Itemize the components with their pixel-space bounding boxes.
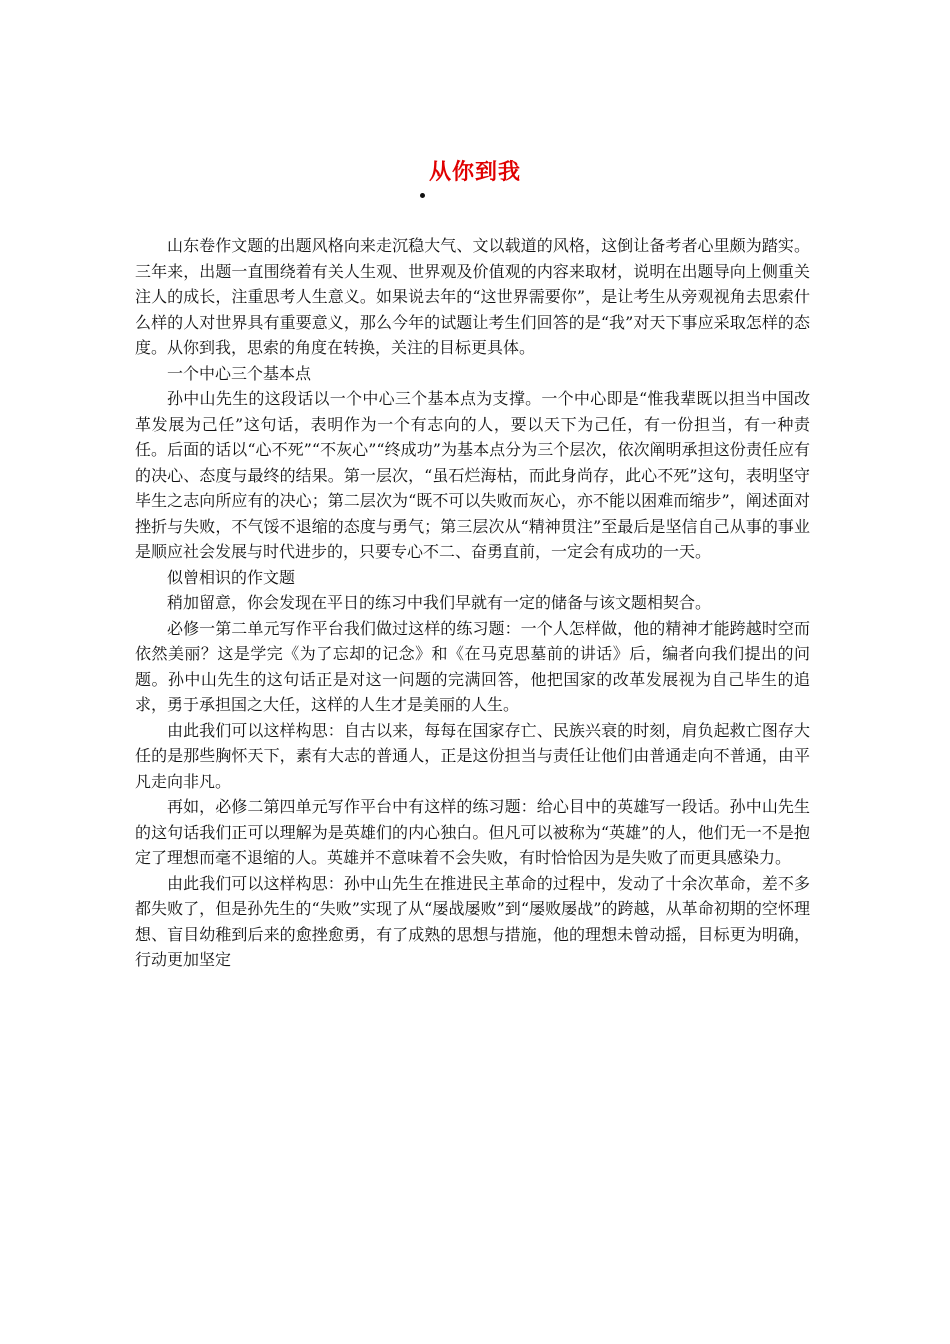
document-title: 从你到我 — [428, 159, 521, 185]
paragraph-example-two: 再如，必修二第四单元写作平台中有这样的练习题：给心目中的英雄写一段话。孙中山先生的这句话我们正可以理解为是英雄们的内心独白。但凡可以被称为“英雄”的人，他们无一不是抱定了理想而毫不退缩的人。英雄并不意味着不会失败，有时恰恰因为是失败了而更具感染力。 — [135, 797, 810, 867]
paragraph-notice: 稍加留意，你会发现在平日的练习中我们早就有一定的储备与该文题相契合。 — [167, 593, 712, 612]
paragraph-idea-two: 由此我们可以这样构思：孙中山先生在推进民主革命的过程中，发动了十余次革命，差不多都失败了，但是孙先生的“失败”实现了从“屡战屡败”到“屡败屡战”的跨越，从革命初期的空怀理想、盲目幼稚到后来的愈挫愈勇，有了成熟的思想与措施，他的理想未曾动摇，目标更为明确，行动更加坚定 — [135, 873, 810, 969]
paragraph-idea-one: 由此我们可以这样构思：自古以来，每每在国家存亡、民族兴衰的时刻，肩负起救亡图存大任的是那些胸怀天下，素有大志的普通人，正是这份担当与责任让他们由普通走向不普通，由平凡走向非凡。 — [135, 720, 810, 791]
paragraph-example-one: 必修一第二单元写作平台我们做过这样的练习题：一个人怎样做，他的精神才能跨越时空而依然美丽？这是学完《为了忘却的记念》和《在马克思墓前的讲话》后，编者向我们提出的问题。孙中山先生的这句话正是对这一问题的完满回答，他把国家的改革发展视为自己毕生的追求，勇于承担国之大任，这样的人生才是美丽的人生。 — [135, 618, 810, 714]
paragraph-analysis: 孙中山先生的这段话以一个中心三个基本点为支撑。一个中心即是“惟我辈既以担当中国改革发展为己任”这句话，表明作为一个有志向的人，要以天下为己任，有一份担当，有一种责任。后面的话以“心不死”“不灰心”“终成功”为基本点分为三个层次，依次阐明承担这份责任应有的决心、态度与最终的结果。第一层次，“虽石烂海枯，而此身尚存，此心不死”这句，表明坚守毕生之志向所应有的决心；第二层次为“既不可以失败而灰心，亦不能以困难而缩步”，阐述面对挫折与失败，不气馁不退缩的态度与勇气；第三层次从“精神贯注”至最后是坚信自己从事的事业是顺应社会发展与时代进步的，只要专心不二、奋勇直前，一定会有成功的一天。 — [135, 389, 810, 561]
bullet-dot — [420, 193, 425, 198]
paragraph-intro: 山东卷作文题的出题风格向来走沉稳大气、文以载道的风格，这倒让备考者心里颇为踏实。三年来，出题一直围绕着有关人生观、世界观及价值观的内容来取材，说明在出题导向上侧重关注人的成长，注重思考人生意义。如果说去年的“这世界需要你”，是让考生从旁观视角去思索什么样的人对世界具有重要意义，那么今年的试题让考生们回答的是“我”对天下事应采取怎样的态度。从你到我，思索的角度在转换，关注的目标更具体。 — [135, 236, 810, 357]
document-body — [135, 233, 810, 973]
section-heading-familiar: 似曾相识的作文题 — [167, 567, 296, 587]
section-heading-center: 一个中心三个基本点 — [167, 363, 312, 383]
